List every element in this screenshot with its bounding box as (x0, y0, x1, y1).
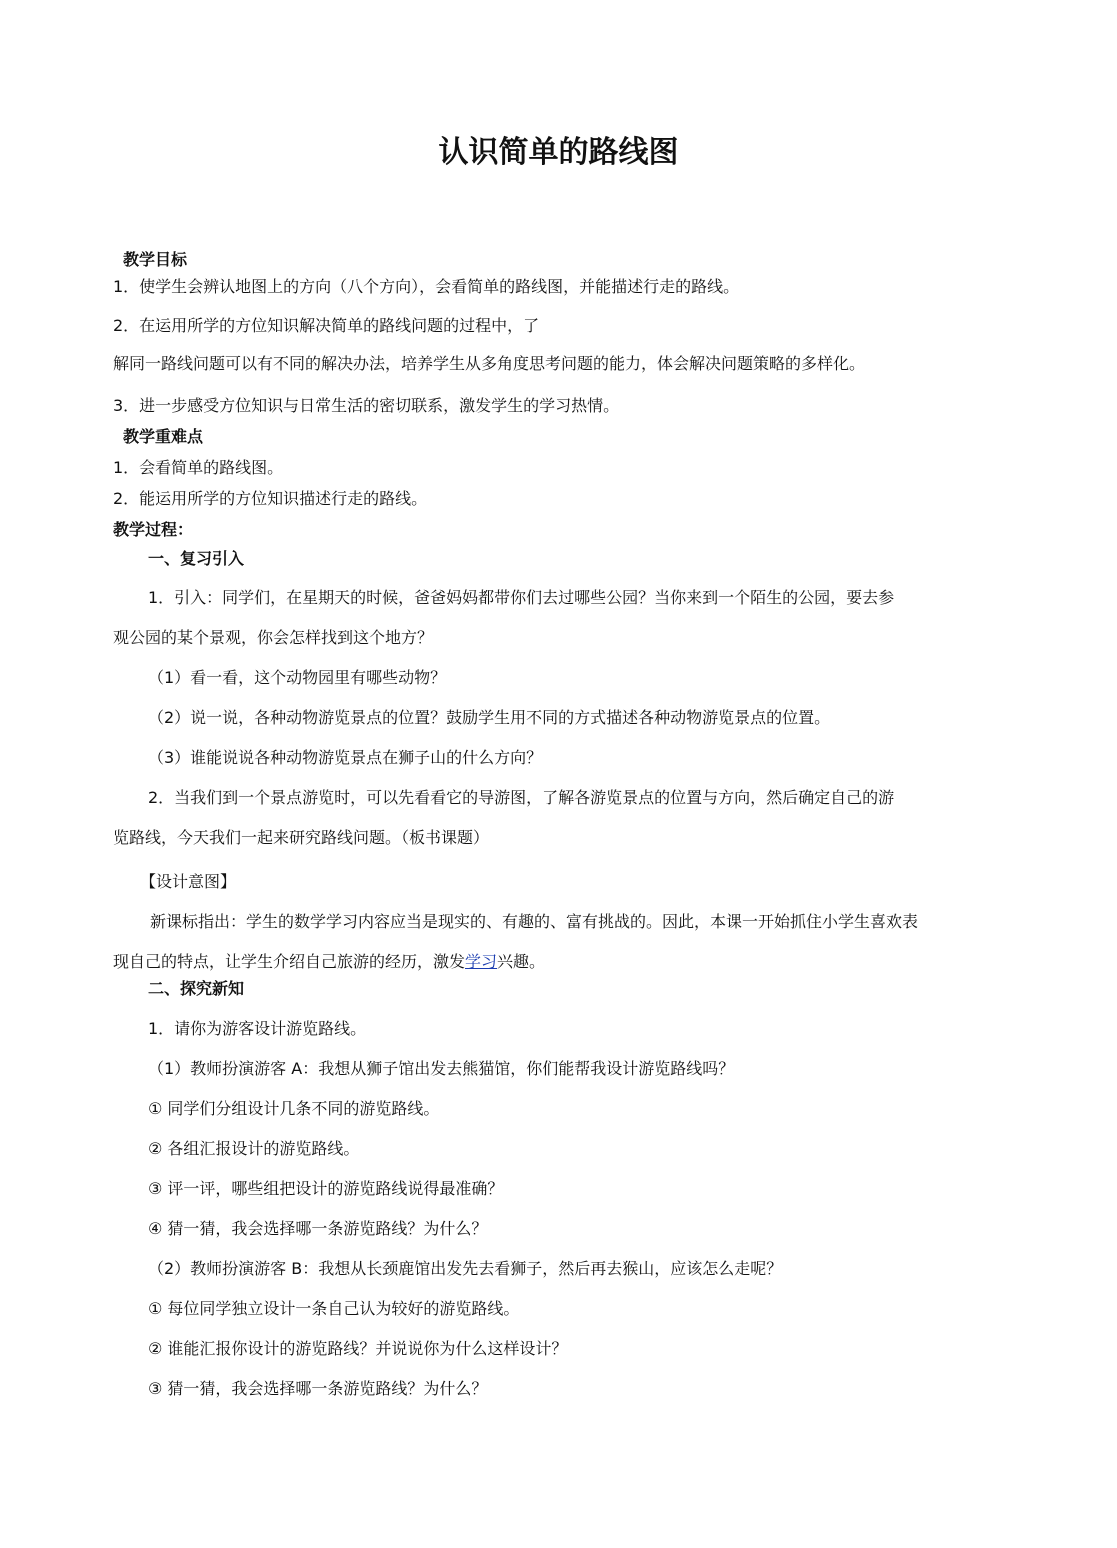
objective-item: 1．使学生会辨认地图上的方向（八个方向），会看简单的路线图，并能描述行走的路线。 (113, 277, 740, 296)
list-item: ④ 猜一猜，我会选择哪一条游览路线？为什么？ (148, 1219, 488, 1238)
paragraph-line (113, 952, 545, 972)
paragraph-line: 1．请你为游客设计游览路线。 (148, 1019, 367, 1038)
list-item: ① 同学们分组设计几条不同的游览路线。 (148, 1099, 440, 1118)
text-run: 兴趣。 (497, 952, 546, 971)
keypoint-item: 2．能运用所学的方位知识描述行走的路线。 (113, 489, 428, 508)
list-item: ③ 评一评，哪些组把设计的游览路线说得最准确？ (148, 1179, 504, 1198)
paragraph-line: 1．引入：同学们，在星期天的时候，爸爸妈妈都带你们去过哪些公园？当你来到一个陌生的公园，要去参 (148, 588, 895, 607)
paragraph-line: 观公园的某个景观，你会怎样找到这个地方？ (113, 628, 434, 647)
list-item: ③ 猜一猜，我会选择哪一条游览路线？为什么？ (148, 1379, 488, 1398)
objective-item: 解同一路线问题可以有不同的解决办法，培养学生从多角度思考问题的能力，体会解决问题策略的多样化。 (113, 354, 866, 373)
question-item: （1）教师扮演游客 A：我想从狮子馆出发去熊猫馆，你们能帮我设计游览路线吗？ (148, 1059, 735, 1078)
question-item: （3）谁能说说各种动物游览景点在狮子山的什么方向？ (148, 748, 543, 767)
keypoints-heading: 教学重难点 (123, 427, 204, 446)
objective-item: 3．进一步感受方位知识与日常生活的密切联系，激发学生的学习热情。 (113, 396, 620, 415)
study-link[interactable]: 学习 (465, 952, 498, 971)
section-heading: 一、复习引入 (148, 549, 245, 568)
question-item: （1）看一看，这个动物园里有哪些动物？ (148, 668, 447, 687)
paragraph-line: 新课标指出：学生的数学学习内容应当是现实的、有趣的、富有挑战的。因此，本课一开始抓住小学生喜欢表 (150, 912, 919, 931)
keypoint-item: 1．会看简单的路线图。 (113, 458, 284, 477)
objective-item: 2．在运用所学的方位知识解决简单的路线问题的过程中，了 (113, 316, 540, 335)
section-heading: 二、探究新知 (148, 979, 245, 998)
page-title: 认识简单的路线图 (438, 135, 679, 170)
design-intent-label: 【设计意图】 (140, 872, 237, 891)
text-run: 现自己的特点，让学生介绍自己旅游的经历，激发 (113, 952, 466, 971)
list-item: ② 谁能汇报你设计的游览路线？并说说你为什么这样设计？ (148, 1339, 568, 1358)
list-item: ② 各组汇报设计的游览路线。 (148, 1139, 360, 1158)
objectives-heading: 教学目标 (123, 250, 188, 269)
list-item: ① 每位同学独立设计一条自己认为较好的游览路线。 (148, 1299, 520, 1318)
paragraph-line: 览路线，今天我们一起来研究路线问题。（板书课题） (113, 828, 490, 847)
question-item: （2）说一说，各种动物游览景点的位置？鼓励学生用不同的方式描述各种动物游览景点的位置。 (148, 708, 831, 727)
paragraph-line: 2．当我们到一个景点游览时，可以先看看它的导游图，了解各游览景点的位置与方向，然后确定自己的游 (148, 788, 895, 807)
process-heading: 教学过程： (113, 520, 194, 539)
question-item: （2）教师扮演游客 B：我想从长颈鹿馆出发先去看狮子，然后再去猴山，应该怎么走呢？ (148, 1259, 783, 1278)
